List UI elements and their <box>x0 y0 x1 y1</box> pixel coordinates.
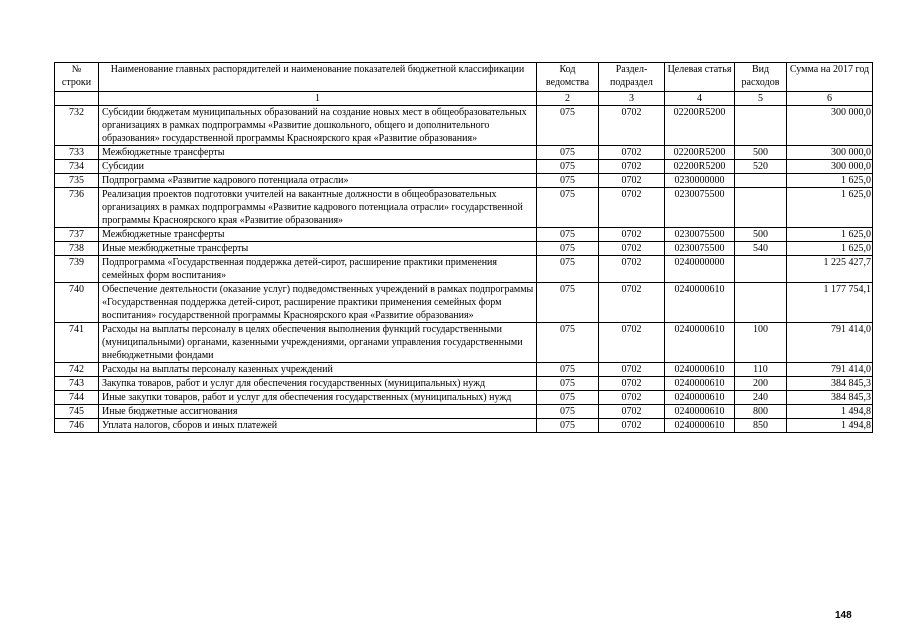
header-target-article: Целевая статья <box>665 63 735 92</box>
table-row <box>55 323 873 363</box>
row-expense-type <box>735 106 787 146</box>
row-section: 0702 <box>599 283 665 323</box>
row-department-code: 075 <box>537 106 599 146</box>
row-expense-type: 110 <box>735 363 787 377</box>
row-target-article: 0230075500 <box>665 188 735 228</box>
row-name: Субсидии <box>99 160 537 174</box>
row-name: Иные закупки товаров, работ и услуг для обеспечения государственных (муниципальных) нужд <box>99 391 537 405</box>
row-expense-type <box>735 256 787 283</box>
row-name: Субсидии бюджетам муниципальных образований на создание новых мест в общеобразовательных организациях в рамках подпрограммы «Развитие дошкольного, общего и дополнительного образования» государственной программы Красноярского края «Развитие образования» <box>99 106 537 146</box>
row-name: Уплата налогов, сборов и иных платежей <box>99 419 537 433</box>
row-number: 746 <box>55 419 99 433</box>
row-department-code: 075 <box>537 146 599 160</box>
header-expense-type: Вид расходов <box>735 63 787 92</box>
table-row <box>55 160 873 174</box>
row-name: Обеспечение деятельности (оказание услуг) подведомственных учреждений в рамках подпрограммы «Государственная поддержка детей-сирот, расширение практики применения семейных форм воспитания» государственной программы Красноярского края «Развитие образования» <box>99 283 537 323</box>
row-expense-type: 850 <box>735 419 787 433</box>
row-target-article: 0240000610 <box>665 323 735 363</box>
column-number: 6 <box>787 92 873 106</box>
row-expense-type <box>735 174 787 188</box>
row-target-article: 0240000610 <box>665 363 735 377</box>
row-amount: 791 414,0 <box>787 323 873 363</box>
header-department-code: Код ведомства <box>537 63 599 92</box>
column-number <box>55 92 99 106</box>
table-row <box>55 256 873 283</box>
table-row <box>55 242 873 256</box>
row-section: 0702 <box>599 363 665 377</box>
row-number: 732 <box>55 106 99 146</box>
row-name: Межбюджетные трансферты <box>99 228 537 242</box>
row-department-code: 075 <box>537 323 599 363</box>
row-name: Иные межбюджетные трансферты <box>99 242 537 256</box>
column-number: 3 <box>599 92 665 106</box>
row-number: 744 <box>55 391 99 405</box>
row-department-code: 075 <box>537 377 599 391</box>
row-department-code: 075 <box>537 391 599 405</box>
row-name: Подпрограмма «Развитие кадрового потенциала отрасли» <box>99 174 537 188</box>
row-target-article: 0230075500 <box>665 228 735 242</box>
row-target-article: 0240000610 <box>665 391 735 405</box>
row-name: Иные бюджетные ассигнования <box>99 405 537 419</box>
row-number: 737 <box>55 228 99 242</box>
row-amount: 384 845,3 <box>787 377 873 391</box>
row-expense-type <box>735 283 787 323</box>
row-department-code: 075 <box>537 419 599 433</box>
column-number: 5 <box>735 92 787 106</box>
table-row <box>55 283 873 323</box>
table-row <box>55 405 873 419</box>
row-expense-type: 240 <box>735 391 787 405</box>
row-expense-type: 100 <box>735 323 787 363</box>
row-department-code: 075 <box>537 283 599 323</box>
row-target-article: 02200R5200 <box>665 146 735 160</box>
table-row <box>55 391 873 405</box>
row-section: 0702 <box>599 256 665 283</box>
row-number: 740 <box>55 283 99 323</box>
table-body <box>55 106 873 433</box>
row-department-code: 075 <box>537 363 599 377</box>
column-number: 2 <box>537 92 599 106</box>
row-section: 0702 <box>599 188 665 228</box>
row-expense-type: 520 <box>735 160 787 174</box>
row-expense-type <box>735 188 787 228</box>
row-section: 0702 <box>599 174 665 188</box>
table-header <box>55 63 873 106</box>
row-department-code: 075 <box>537 256 599 283</box>
row-expense-type: 800 <box>735 405 787 419</box>
page-number: 148 <box>835 610 852 621</box>
row-number: 745 <box>55 405 99 419</box>
row-amount: 791 414,0 <box>787 363 873 377</box>
row-amount: 1 625,0 <box>787 188 873 228</box>
row-number: 739 <box>55 256 99 283</box>
row-amount: 1 625,0 <box>787 174 873 188</box>
row-name: Межбюджетные трансферты <box>99 146 537 160</box>
column-number: 1 <box>99 92 537 106</box>
row-department-code: 075 <box>537 405 599 419</box>
row-amount: 384 845,3 <box>787 391 873 405</box>
row-section: 0702 <box>599 323 665 363</box>
row-target-article: 02200R5200 <box>665 160 735 174</box>
row-name: Расходы на выплаты персоналу казенных учреждений <box>99 363 537 377</box>
row-amount: 1 494,8 <box>787 405 873 419</box>
row-amount: 300 000,0 <box>787 146 873 160</box>
row-amount: 1 625,0 <box>787 228 873 242</box>
table-row <box>55 188 873 228</box>
row-name: Расходы на выплаты персоналу в целях обеспечения выполнения функций государственными (муниципальными) органами, казенными учреждениями, органами управления государственными внебюджетными фондами <box>99 323 537 363</box>
row-number: 742 <box>55 363 99 377</box>
row-name: Закупка товаров, работ и услуг для обеспечения государственных (муниципальных) нужд <box>99 377 537 391</box>
row-number: 741 <box>55 323 99 363</box>
column-number: 4 <box>665 92 735 106</box>
row-section: 0702 <box>599 242 665 256</box>
row-target-article: 0240000610 <box>665 405 735 419</box>
row-name: Подпрограмма «Государственная поддержка детей-сирот, расширение практики применения семейных форм воспитания» <box>99 256 537 283</box>
row-target-article: 0240000610 <box>665 377 735 391</box>
row-amount: 1 177 754,1 <box>787 283 873 323</box>
row-target-article: 0240000610 <box>665 419 735 433</box>
row-target-article: 02200R5200 <box>665 106 735 146</box>
row-department-code: 075 <box>537 242 599 256</box>
row-number: 733 <box>55 146 99 160</box>
row-department-code: 075 <box>537 160 599 174</box>
header-section: Раздел-подраздел <box>599 63 665 92</box>
row-amount: 300 000,0 <box>787 106 873 146</box>
row-amount: 1 225 427,7 <box>787 256 873 283</box>
row-target-article: 0230075500 <box>665 242 735 256</box>
row-expense-type: 500 <box>735 146 787 160</box>
row-number: 738 <box>55 242 99 256</box>
row-department-code: 075 <box>537 188 599 228</box>
header-row-number: № строки <box>55 63 99 92</box>
row-section: 0702 <box>599 405 665 419</box>
row-section: 0702 <box>599 146 665 160</box>
row-expense-type: 540 <box>735 242 787 256</box>
row-section: 0702 <box>599 160 665 174</box>
row-amount: 1 625,0 <box>787 242 873 256</box>
table-row <box>55 106 873 146</box>
table-row <box>55 363 873 377</box>
row-section: 0702 <box>599 419 665 433</box>
row-section: 0702 <box>599 228 665 242</box>
table-row <box>55 146 873 160</box>
row-target-article: 0240000610 <box>665 283 735 323</box>
row-amount: 1 494,8 <box>787 419 873 433</box>
row-expense-type: 200 <box>735 377 787 391</box>
row-section: 0702 <box>599 106 665 146</box>
row-section: 0702 <box>599 391 665 405</box>
row-number: 735 <box>55 174 99 188</box>
row-name: Реализация проектов подготовки учителей на вакантные должности в общеобразовательных организациях в рамках подпрограммы «Развитие кадрового потенциала отрасли» государственной программы Красноярского края «Развитие образования» <box>99 188 537 228</box>
table-row <box>55 419 873 433</box>
row-department-code: 075 <box>537 174 599 188</box>
row-number: 734 <box>55 160 99 174</box>
header-amount: Сумма на 2017 год <box>787 63 873 92</box>
row-target-article: 0230000000 <box>665 174 735 188</box>
row-expense-type: 500 <box>735 228 787 242</box>
row-department-code: 075 <box>537 228 599 242</box>
table-row <box>55 228 873 242</box>
row-section: 0702 <box>599 377 665 391</box>
header-name: Наименование главных распорядителей и наименование показателей бюджетной классификации <box>99 63 537 92</box>
row-target-article: 0240000000 <box>665 256 735 283</box>
table-row <box>55 377 873 391</box>
row-amount: 300 000,0 <box>787 160 873 174</box>
row-number: 743 <box>55 377 99 391</box>
table-row <box>55 174 873 188</box>
row-number: 736 <box>55 188 99 228</box>
budget-table <box>54 62 873 433</box>
